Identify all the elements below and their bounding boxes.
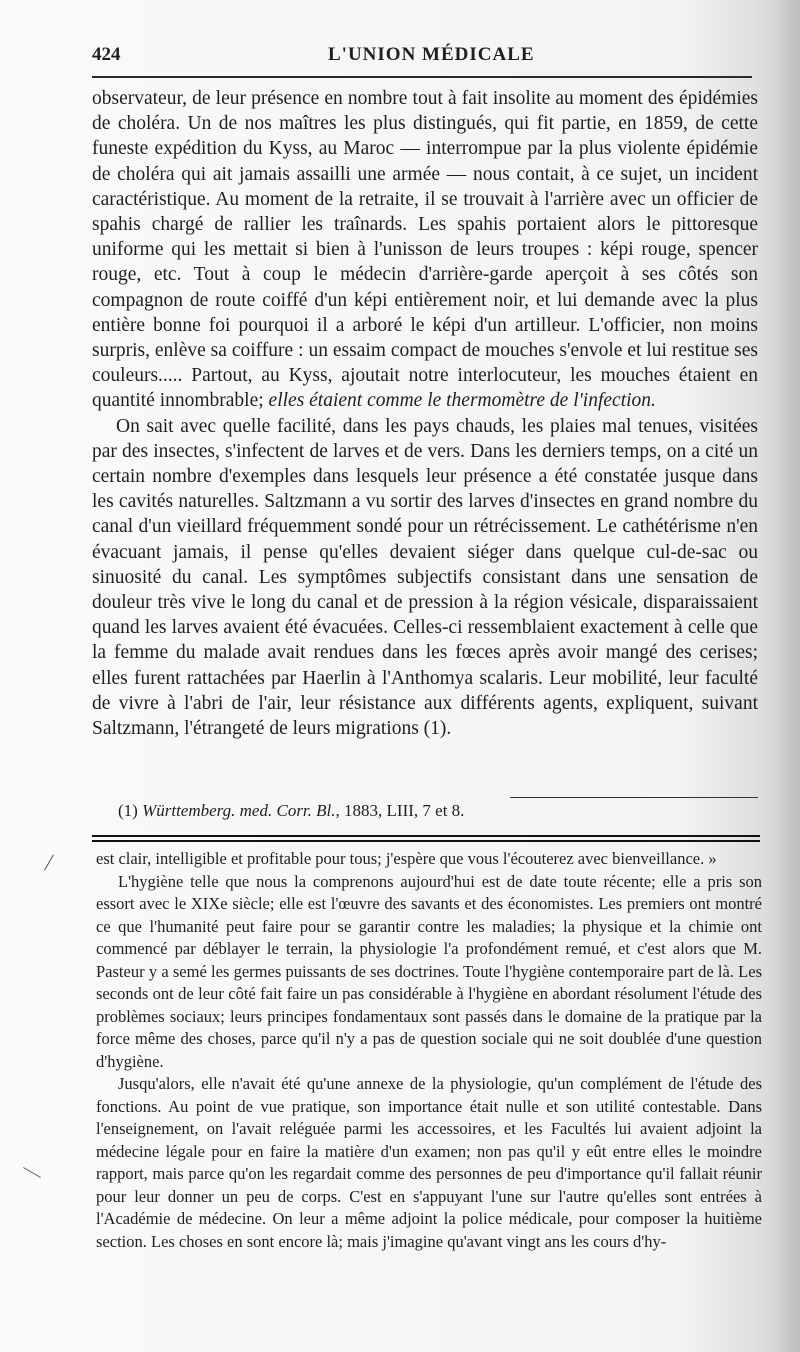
page-number: 424 xyxy=(92,44,121,65)
page-header xyxy=(92,44,752,74)
lower-article xyxy=(96,848,762,1253)
section-rule xyxy=(92,835,760,837)
paragraph xyxy=(92,86,758,414)
paragraph: est clair, intelligible et profitable pour tous; j'espère que vous l'écouterez avec bienveillance. » xyxy=(96,849,717,868)
header-rule xyxy=(92,76,752,78)
footnote-marker: (1) xyxy=(118,801,143,820)
footnote xyxy=(118,800,718,822)
footnote-source: Württemberg. med. Corr. Bl. xyxy=(142,801,336,820)
footnote-rule xyxy=(510,797,758,798)
margin-mark xyxy=(44,854,54,870)
footnote-ref: , 1883, LIII, 7 et 8. xyxy=(335,801,465,820)
upper-article xyxy=(92,86,758,741)
section-rule xyxy=(92,840,760,842)
running-head: L'UNION MÉDICALE xyxy=(328,44,535,65)
margin-mark xyxy=(23,1167,41,1178)
paragraph-text: observateur, de leur présence en nombre tout à fait insolite au moment des épidémies de choléra. Un de nos maîtres les plus distingués, qui fit partie, en 1859, de cette funeste expédition du Kyss, au Maroc — interrompue par la plus violente épidémie de choléra qui ait jamais assailli une armée — nous contait, à ce sujet, un incident caractéristique. Au moment de la retraite, il se trouvait à l'arrière avec un officier de spahis chargé de rallier les traînards. Les spahis portaient alors le pittoresque uniforme qui les mettait si bien à l'unisson de leurs troupes : képi rouge, spencer rouge, etc. Tout à coup le médecin d'arrière-garde aperçoit à ses côtés son compagnon de route coiffé d'un képi entièrement noir, et lui demande avec la plus entière bonne foi pourquoi il a arboré le képi d'un artilleur. L'officier, non moins surpris, enlève sa coiffure : un essaim compact de mouches s'envole et lui restitue ses couleurs..... Partout, au Kyss, ajoutait notre interlocuteur, les mouches étaient en quantité innombrable; xyxy=(92,88,758,412)
paragraph: Jusqu'alors, elle n'avait été qu'une annexe de la physiologie, qu'un complément de l'étude des fonctions. Au point de vue pratique, son importance était nulle et son utilité contestable. Dans l'enseignement, on l'avait reléguée parmi les accessoires, et les Facultés lui avaient adjoint la médecine légale pour en faire la matière d'un examen; non pas qu'il y eût entre elles le moindre rapport, mais parce qu'on les regardait comme des personnes de peu d'importance qu'il fallait réunir pour leur donner un peu de corps. C'est en s'appuyant l'une sur l'autre qu'elles sont entrées à l'Académie de médecine. On leur a même adjoint la police médicale, pour composer la huitième section. Les choses en sont encore là; mais j'imagine qu'avant vingt ans les cours d'hy- xyxy=(96,1074,762,1251)
italic-phrase: elles étaient comme le thermomètre de l'infection. xyxy=(268,390,656,412)
paragraph: L'hygiène telle que nous la comprenons aujourd'hui est de date toute récente; elle a pris son essort avec le XIXe siècle; elle est l'œuvre des savants et des économistes. Les premiers ont montré ce que l'humanité peut faire pour se garantir contre les maladies; la physique et la chimie ont commencé par déblayer le terrain, la physiologie l'a profondément remué, et c'est alors que M. Pasteur y a semé les germes puissants de ses doctrines. Toute l'hygiène contemporaire part de là. Les seconds ont de leur côté fait faire un pas considérable à l'hygiène en abordant résolument l'étude des problèmes sociaux; leurs principes fondamentaux sont passés dans le domaine de la pratique par la force même des choses, parce qu'il n'y a pas de question sociale qui ne soit doublée d'une question d'hygiène. xyxy=(96,871,762,1071)
paragraph: On sait avec quelle facilité, dans les pays chauds, les plaies mal tenues, visitées par des insectes, s'infectent de larves et de vers. Dans les derniers temps, on a cité un certain nombre d'exemples dans lesquels leur présence a été constatée jusque dans les cavités naturelles. Saltzmann a vu sortir des larves d'insectes en grand nombre du canal d'un vieillard fréquemment sondé pour un rétrécissement. Le cathétérisme n'en évacuant jamais, il pense qu'elles devaient siéger dans quelque cul-de-sac ou sinuosité du canal. Les symptômes subjectifs consistant dans une sensation de douleur très vive le long du canal et de pression à la région vésicale, disparaissaient quand les larves avaient été évacuées. Celles-ci ressemblaient exactement à celle que la femme du malade avait rendues dans les fœces après avoir mangé des cerises; elles furent rattachées par Haerlin à l'Anthomya scalaris. Leur mobilité, leur faculté de vivre à l'abri de l'air, leur résistance aux différents agents, expliquent, suivant Saltzmann, l'étrangeté de leurs migrations (1). xyxy=(92,415,758,740)
